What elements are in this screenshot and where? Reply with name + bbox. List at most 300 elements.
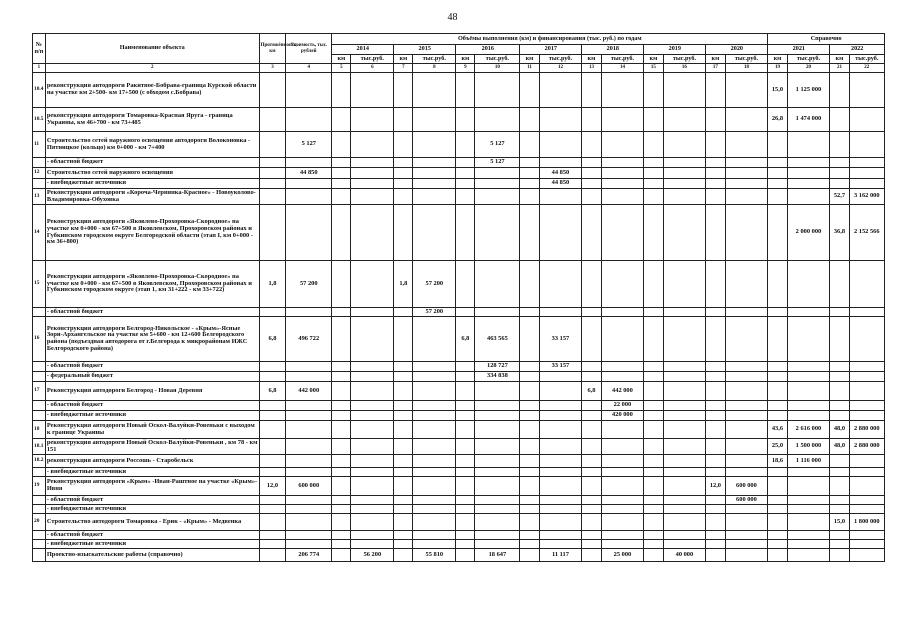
cell-col-20 <box>787 168 830 179</box>
cell-col-5 <box>332 205 351 261</box>
cell-col-6 <box>351 179 394 189</box>
cell-col-9 <box>456 189 475 205</box>
cell-col-17: 12,0 <box>706 477 725 496</box>
cell-col-20 <box>787 505 830 514</box>
cell-col-5 <box>332 468 351 477</box>
cell-col-8 <box>413 514 456 531</box>
cell-col-8 <box>413 132 456 158</box>
cell-col-7 <box>394 540 413 549</box>
cell-col-21 <box>830 158 849 168</box>
cell-col-22 <box>849 158 884 168</box>
cell-col-4: 57 200 <box>286 261 332 308</box>
row-index <box>33 308 46 317</box>
header-length: Протяжённость, км <box>259 34 286 64</box>
cell-col-10 <box>475 540 520 549</box>
cell-col-7 <box>394 317 413 362</box>
cell-col-19: 18,6 <box>768 455 787 468</box>
cell-col-19 <box>768 362 787 372</box>
cell-col-3 <box>259 179 286 189</box>
cell-col-21 <box>830 477 849 496</box>
header-unit-km: км <box>644 55 663 64</box>
cell-col-13 <box>582 108 601 132</box>
cell-col-16 <box>663 401 706 411</box>
cell-col-19 <box>768 496 787 505</box>
cell-col-14: 22 000 <box>601 401 644 411</box>
cell-col-14 <box>601 540 644 549</box>
row-index: 20 <box>33 514 46 531</box>
cell-col-6 <box>351 531 394 540</box>
cell-col-22: 2 152 566 <box>849 205 884 261</box>
cell-col-3: 6,8 <box>259 317 286 362</box>
cell-col-3 <box>259 308 286 317</box>
cell-col-4 <box>286 308 332 317</box>
cell-col-9 <box>456 549 475 562</box>
cell-col-7 <box>394 455 413 468</box>
cell-col-18 <box>725 382 768 401</box>
cell-col-18 <box>725 531 768 540</box>
cell-col-3 <box>259 158 286 168</box>
cell-col-21 <box>830 132 849 158</box>
cell-col-21 <box>830 362 849 372</box>
cell-col-4 <box>286 421 332 439</box>
cell-col-13 <box>582 168 601 179</box>
cell-col-5 <box>332 362 351 372</box>
cell-col-15 <box>644 362 663 372</box>
cell-col-15 <box>644 308 663 317</box>
cell-col-18 <box>725 439 768 455</box>
cell-col-9 <box>456 132 475 158</box>
cell-col-6 <box>351 382 394 401</box>
cell-col-5 <box>332 531 351 540</box>
cell-col-17 <box>706 317 725 362</box>
cell-col-17 <box>706 189 725 205</box>
cell-col-21 <box>830 179 849 189</box>
cell-col-14 <box>601 531 644 540</box>
cell-col-10 <box>475 73 520 108</box>
cell-col-7 <box>394 382 413 401</box>
cell-col-19 <box>768 158 787 168</box>
cell-col-11 <box>520 549 539 562</box>
object-name: Строительство сетей наружного освещения <box>45 168 259 179</box>
cell-col-13 <box>582 372 601 382</box>
cell-col-12 <box>539 189 582 205</box>
cell-col-19 <box>768 514 787 531</box>
cell-col-15 <box>644 372 663 382</box>
cell-col-21: 36,8 <box>830 205 849 261</box>
cell-col-17 <box>706 158 725 168</box>
cell-col-4 <box>286 205 332 261</box>
column-number: 7 <box>394 64 413 73</box>
cell-col-9 <box>456 179 475 189</box>
cell-col-9 <box>456 401 475 411</box>
cell-col-15 <box>644 477 663 496</box>
object-name: Реконструкция автодороги «Короча-Чернянка-Красное» - Новоуколово-Владимировка-Обуховка <box>45 189 259 205</box>
cell-col-5 <box>332 132 351 158</box>
cell-col-18 <box>725 362 768 372</box>
cell-col-11 <box>520 132 539 158</box>
cell-col-4: 496 722 <box>286 317 332 362</box>
object-name: - областной бюджет <box>45 362 259 372</box>
cell-col-15 <box>644 168 663 179</box>
cell-col-9 <box>456 514 475 531</box>
page-number: 48 <box>447 12 458 23</box>
cell-col-13 <box>582 477 601 496</box>
cell-col-7 <box>394 468 413 477</box>
cell-col-20 <box>787 496 830 505</box>
cell-col-6 <box>351 261 394 308</box>
cell-col-5 <box>332 317 351 362</box>
cell-col-13 <box>582 531 601 540</box>
row-index: 10.5 <box>33 108 46 132</box>
cell-col-19 <box>768 132 787 158</box>
cell-col-21: 52,7 <box>830 189 849 205</box>
row-index: 16 <box>33 317 46 362</box>
cell-col-3 <box>259 531 286 540</box>
cell-col-11 <box>520 108 539 132</box>
cell-col-7 <box>394 505 413 514</box>
cell-col-15 <box>644 108 663 132</box>
cell-col-14 <box>601 189 644 205</box>
header-unit-rub: тыс.руб. <box>351 55 394 64</box>
cell-col-10: 18 647 <box>475 549 520 562</box>
cell-col-17 <box>706 382 725 401</box>
cell-col-22 <box>849 132 884 158</box>
cell-col-9 <box>456 382 475 401</box>
cell-col-9 <box>456 421 475 439</box>
cell-col-4 <box>286 401 332 411</box>
cell-col-15 <box>644 468 663 477</box>
cell-col-15 <box>644 421 663 439</box>
cell-col-19 <box>768 168 787 179</box>
cell-col-21 <box>830 468 849 477</box>
cell-col-5 <box>332 549 351 562</box>
table-row <box>33 179 885 189</box>
cell-col-3 <box>259 468 286 477</box>
cell-col-17 <box>706 179 725 189</box>
cell-col-11 <box>520 261 539 308</box>
cell-col-15 <box>644 317 663 362</box>
row-index <box>33 372 46 382</box>
cell-col-17 <box>706 108 725 132</box>
row-index <box>33 179 46 189</box>
cell-col-16 <box>663 382 706 401</box>
cell-col-14 <box>601 468 644 477</box>
cell-col-5 <box>332 382 351 401</box>
cell-col-3 <box>259 411 286 421</box>
cell-col-20 <box>787 179 830 189</box>
cell-col-6 <box>351 308 394 317</box>
cell-col-13 <box>582 317 601 362</box>
cell-col-6 <box>351 189 394 205</box>
cell-col-8 <box>413 158 456 168</box>
cell-col-9 <box>456 455 475 468</box>
cell-col-10 <box>475 108 520 132</box>
header-num: № п/п <box>33 34 46 64</box>
cell-col-3 <box>259 73 286 108</box>
cell-col-4 <box>286 362 332 372</box>
cell-col-15 <box>644 132 663 158</box>
cell-col-10 <box>475 505 520 514</box>
object-name: Реконструкция автодороги Белгород-Никольское - «Крым»-Ясные Зори-Архангельское на участке км 5+600 - км 12+600 Белгородского района (подъездная автодорога от г.Белгорода к микрорайонам ИЖС Белгородского района) <box>45 317 259 362</box>
cell-col-11 <box>520 421 539 439</box>
cell-col-3 <box>259 362 286 372</box>
cell-col-12: 44 850 <box>539 168 582 179</box>
cell-col-4 <box>286 505 332 514</box>
cell-col-8 <box>413 468 456 477</box>
cell-col-10 <box>475 531 520 540</box>
cell-col-3 <box>259 189 286 205</box>
cell-col-11 <box>520 401 539 411</box>
row-index: 18.2 <box>33 455 46 468</box>
cell-col-6 <box>351 468 394 477</box>
cell-col-16 <box>663 455 706 468</box>
column-number: 17 <box>706 64 725 73</box>
cell-col-22 <box>849 108 884 132</box>
cell-col-20 <box>787 540 830 549</box>
cell-col-19 <box>768 261 787 308</box>
cell-col-12 <box>539 382 582 401</box>
column-number: 14 <box>601 64 644 73</box>
cell-col-9 <box>456 168 475 179</box>
cell-col-13 <box>582 189 601 205</box>
table-row <box>33 549 885 562</box>
cell-col-22 <box>849 411 884 421</box>
cell-col-6 <box>351 168 394 179</box>
cell-col-17 <box>706 372 725 382</box>
cell-col-12 <box>539 496 582 505</box>
cell-col-4: 600 000 <box>286 477 332 496</box>
cell-col-21: 48,0 <box>830 421 849 439</box>
cell-col-18 <box>725 411 768 421</box>
cell-col-5 <box>332 179 351 189</box>
cell-col-14 <box>601 308 644 317</box>
row-index: 11 <box>33 132 46 158</box>
table-row <box>33 401 885 411</box>
cell-col-21 <box>830 168 849 179</box>
cell-col-20 <box>787 468 830 477</box>
cell-col-11 <box>520 411 539 421</box>
column-number: 18 <box>725 64 768 73</box>
cell-col-22 <box>849 362 884 372</box>
cell-col-10 <box>475 468 520 477</box>
cell-col-17 <box>706 411 725 421</box>
column-number: 20 <box>787 64 830 73</box>
cell-col-14 <box>601 421 644 439</box>
table-row <box>33 540 885 549</box>
cell-col-17 <box>706 468 725 477</box>
cell-col-12 <box>539 132 582 158</box>
header-unit-km: км <box>582 55 601 64</box>
object-name: Строительство сетей наружного освещения автодороги Волоконовка - Пятницкое (кольцо) км 0+000 - км 7+400 <box>45 132 259 158</box>
cell-col-18 <box>725 421 768 439</box>
cell-col-15 <box>644 382 663 401</box>
cell-col-22 <box>849 372 884 382</box>
column-number: 11 <box>520 64 539 73</box>
cell-col-6 <box>351 411 394 421</box>
table-row <box>33 108 885 132</box>
cell-col-20 <box>787 411 830 421</box>
cell-col-20: 2 616 000 <box>787 421 830 439</box>
cell-col-3 <box>259 455 286 468</box>
cell-col-9 <box>456 439 475 455</box>
cell-col-17 <box>706 308 725 317</box>
cell-col-13 <box>582 205 601 261</box>
cell-col-13 <box>582 468 601 477</box>
cell-col-6 <box>351 439 394 455</box>
cell-col-9 <box>456 468 475 477</box>
column-number: 10 <box>475 64 520 73</box>
row-index: 13 <box>33 189 46 205</box>
cell-col-11 <box>520 189 539 205</box>
cell-col-14 <box>601 477 644 496</box>
column-number: 15 <box>644 64 663 73</box>
row-index: 18.1 <box>33 439 46 455</box>
cell-col-4 <box>286 514 332 531</box>
cell-col-9 <box>456 505 475 514</box>
cell-col-6 <box>351 455 394 468</box>
cell-col-20: 1 125 000 <box>787 73 830 108</box>
table-row <box>33 421 885 439</box>
cell-col-18 <box>725 158 768 168</box>
cell-col-7 <box>394 168 413 179</box>
cell-col-19 <box>768 179 787 189</box>
cell-col-18 <box>725 401 768 411</box>
column-number: 4 <box>286 64 332 73</box>
header-cost: Стоимость, тыс. рублей <box>286 34 332 64</box>
header-unit-rub: тыс.руб. <box>601 55 644 64</box>
cell-col-4 <box>286 439 332 455</box>
cell-col-22 <box>849 317 884 362</box>
cell-col-3 <box>259 132 286 158</box>
cell-col-5 <box>332 477 351 496</box>
cell-col-9 <box>456 261 475 308</box>
cell-col-6 <box>351 514 394 531</box>
cell-col-14: 442 000 <box>601 382 644 401</box>
cell-col-8 <box>413 439 456 455</box>
cell-col-19 <box>768 382 787 401</box>
cell-col-8 <box>413 540 456 549</box>
cell-col-22 <box>849 168 884 179</box>
row-index: 18 <box>33 421 46 439</box>
cell-col-17 <box>706 496 725 505</box>
cell-col-3 <box>259 549 286 562</box>
cell-col-13 <box>582 362 601 372</box>
cell-col-16 <box>663 179 706 189</box>
header-name: Наименование объекта <box>45 34 259 64</box>
cell-col-3 <box>259 205 286 261</box>
cell-col-18 <box>725 168 768 179</box>
cell-col-13 <box>582 261 601 308</box>
cell-col-21 <box>830 261 849 308</box>
cell-col-16 <box>663 477 706 496</box>
cell-col-19 <box>768 549 787 562</box>
header-year: 2014 <box>332 45 394 55</box>
cell-col-3 <box>259 108 286 132</box>
object-name: - областной бюджет <box>45 401 259 411</box>
cell-col-11 <box>520 531 539 540</box>
column-number: 12 <box>539 64 582 73</box>
cell-col-11 <box>520 382 539 401</box>
cell-col-16 <box>663 317 706 362</box>
cell-col-15 <box>644 401 663 411</box>
cell-col-5 <box>332 496 351 505</box>
cell-col-11 <box>520 540 539 549</box>
object-name: - областной бюджет <box>45 496 259 505</box>
cell-col-20 <box>787 531 830 540</box>
table-row <box>33 382 885 401</box>
cell-col-7 <box>394 308 413 317</box>
header-year: 2017 <box>520 45 582 55</box>
object-name: Реконструкция автодороги «Яковлево-Прохоровка-Скородное» на участке км 0+000 - км 67+500 в Яковлевском, Прохоровском районах и Губкинском городском округе Белгородской области (этап I, км 0+000 - км 36+800) <box>45 205 259 261</box>
cell-col-5 <box>332 411 351 421</box>
header-unit-rub: тыс.руб. <box>475 55 520 64</box>
cell-col-4 <box>286 158 332 168</box>
cell-col-15 <box>644 73 663 108</box>
cell-col-6 <box>351 540 394 549</box>
cell-col-16 <box>663 362 706 372</box>
cell-col-21 <box>830 505 849 514</box>
cell-col-13 <box>582 73 601 108</box>
cell-col-18 <box>725 540 768 549</box>
cell-col-16 <box>663 158 706 168</box>
cell-col-9 <box>456 308 475 317</box>
cell-col-16 <box>663 308 706 317</box>
cell-col-8 <box>413 455 456 468</box>
cell-col-21 <box>830 496 849 505</box>
table-row <box>33 317 885 362</box>
cell-col-10 <box>475 411 520 421</box>
cell-col-15 <box>644 540 663 549</box>
cell-col-18 <box>725 549 768 562</box>
cell-col-7 <box>394 496 413 505</box>
cell-col-8 <box>413 73 456 108</box>
cell-col-10 <box>475 189 520 205</box>
cell-col-6: 56 200 <box>351 549 394 562</box>
cell-col-13 <box>582 158 601 168</box>
row-index <box>33 411 46 421</box>
column-number: 2 <box>45 64 259 73</box>
cell-col-22: 3 162 000 <box>849 189 884 205</box>
column-number: 6 <box>351 64 394 73</box>
cell-col-14: 25 000 <box>601 549 644 562</box>
cell-col-7 <box>394 372 413 382</box>
cell-col-6 <box>351 158 394 168</box>
header-unit-rub: тыс.руб. <box>539 55 582 64</box>
table-row <box>33 73 885 108</box>
cell-col-15 <box>644 549 663 562</box>
cell-col-7 <box>394 362 413 372</box>
cell-col-12 <box>539 439 582 455</box>
cell-col-7 <box>394 439 413 455</box>
cell-col-18 <box>725 505 768 514</box>
cell-col-4 <box>286 468 332 477</box>
cell-col-10 <box>475 421 520 439</box>
cell-col-18 <box>725 205 768 261</box>
cell-col-6 <box>351 108 394 132</box>
cell-col-13 <box>582 421 601 439</box>
cell-col-12 <box>539 477 582 496</box>
table-row <box>33 261 885 308</box>
cell-col-12 <box>539 261 582 308</box>
cell-col-19 <box>768 317 787 362</box>
cell-col-4 <box>286 189 332 205</box>
cell-col-17 <box>706 421 725 439</box>
row-index <box>33 362 46 372</box>
cell-col-22 <box>849 261 884 308</box>
cell-col-3 <box>259 401 286 411</box>
cell-col-22: 1 800 000 <box>849 514 884 531</box>
cell-col-18 <box>725 317 768 362</box>
